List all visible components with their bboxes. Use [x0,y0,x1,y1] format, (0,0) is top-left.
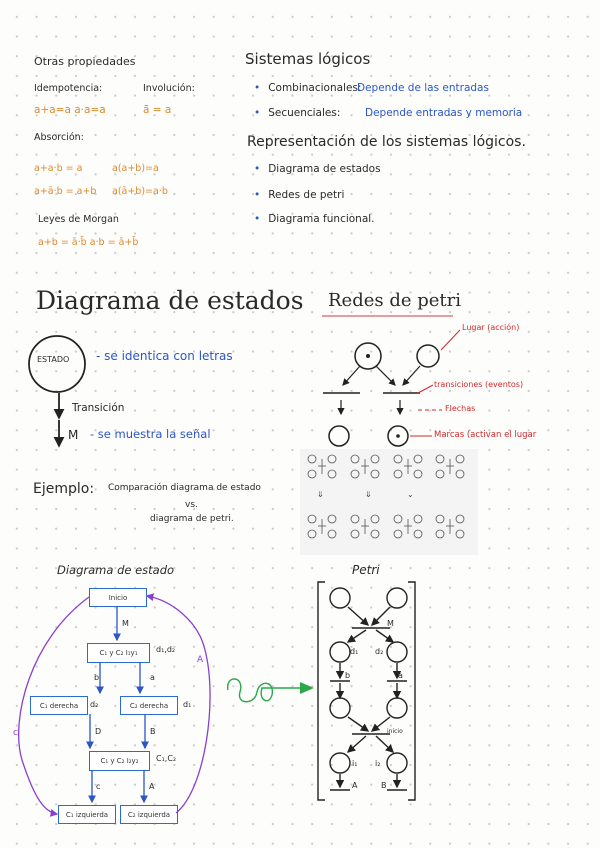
combinational-note: Depende de las entradas [357,82,489,94]
box-right-side: d₁ [183,700,192,709]
petri-token [366,354,370,358]
edge-label-a: a [150,673,155,682]
box-c1c2-top-side: d₁,d₂ [156,645,176,654]
absorption-eq-2: a+ā·b = a+b [34,186,97,197]
representation-title: Representación de los sistemas lógicos. [247,134,526,150]
petri-label-i2: i₂ [375,759,381,768]
morgan-label: Leyes de Morgan [38,214,119,225]
idempotence-eq: a+a=a a·a=a [34,104,106,116]
green-squiggle-arrow [228,679,300,702]
example-vs: vs. [185,500,198,510]
box-bottom-left: C₁ izquierda [58,805,116,824]
petri-label-a: a [398,671,403,680]
involution-label: Involución: [143,83,195,94]
petri-heading: Redes de petri [328,290,462,311]
morgan-eq: a+b = ā·b̄ a·b = ā+b̄ [38,237,139,248]
box-c1c2-mid: C₁ y C₂ I₂y₂ [89,751,150,771]
svg-text:⇓: ⇓ [365,490,372,499]
petri-label-d2: d₂ [375,647,384,656]
box-c1c2-top: C₁ y C₂ I₁y₁ [87,643,150,663]
bottom-state-title: Diagrama de estado [57,563,175,577]
petri-label-A: A [352,781,358,790]
petri-label-M: M [387,619,394,628]
edge-label-b: b [94,673,100,682]
involution-eq: ā̄ = a [143,104,172,116]
logic-systems-title: Sistemas lógicos [245,50,371,68]
edge-label-D: D [95,727,102,736]
edge-label-A: A [149,782,155,791]
bottom-petri-net [318,582,415,800]
petri-label-B: B [381,781,387,790]
svg-text:⇓: ⇓ [317,490,324,499]
edge-label-B: B [150,727,156,736]
m-note: - se muestra la señal [90,427,211,441]
example-text: Comparación diagrama de estado [108,483,261,493]
sequential-note: Depende entradas y memoria [365,107,523,119]
absorption-eq-1: a+a·b = a [34,163,83,174]
example-label: Ejemplo: [33,481,95,497]
box-right: C₂ derecha [120,696,178,715]
transitions-label: transiciones (eventos) [434,380,524,389]
petri-place-empty [417,345,439,367]
absorption-eq-2b: a(ā+b)=a·b [112,186,168,197]
rep-item-3: • Diagrama funcional. [254,214,375,225]
state-label: ESTADO [37,355,70,364]
box-inicio: Inicio [89,588,147,607]
rep-item-1: • Diagrama de estados [254,164,381,175]
state-diagram-heading: Diagrama de estados [36,286,304,315]
petri-label-end: inicio [387,728,403,735]
example-text-2: diagrama de petri. [150,514,234,524]
arrows-label: Flechas [445,404,476,413]
box-bottom-right: C₂ izquierda [120,805,178,824]
absorption-label: Absorción: [34,132,84,143]
svg-text:c: c [13,728,18,738]
sequential-item: • Secuenciales: [254,108,340,119]
bottom-petri-title: Petri [352,563,380,577]
petri-label-b: b [345,671,351,680]
state-circle [29,336,85,392]
properties-title: Otras propiedades [34,55,136,68]
rep-item-2: • Redes de petri [254,190,344,201]
edge-label-c: c [96,782,101,791]
combinational-item: • Combinacionales: [254,83,361,94]
state-note: - se identica con letras [96,349,233,363]
marks-label: Marcas (activan el lugar [434,430,537,440]
m-label: M [68,428,79,442]
place-label: Lugar (acción) [462,323,520,332]
idempotence-label: Idempotencia: [34,83,103,94]
box-left: C₁ derecha [30,696,88,715]
petri-label-i1: i₁ [352,759,358,768]
absorption-eq-1b: a(a+b)=a [112,163,159,174]
svg-text:A: A [197,655,204,665]
transition-label: Transición [72,402,125,414]
svg-text:⌄: ⌄ [407,490,414,499]
box-left-side: d₂ [90,700,99,709]
petri-label-d1: d₁ [350,647,359,656]
example-petri-grid [300,449,478,555]
box-c1c2-mid-side: C₁,C₂ [156,754,177,763]
edge-label-M: M [122,619,129,628]
